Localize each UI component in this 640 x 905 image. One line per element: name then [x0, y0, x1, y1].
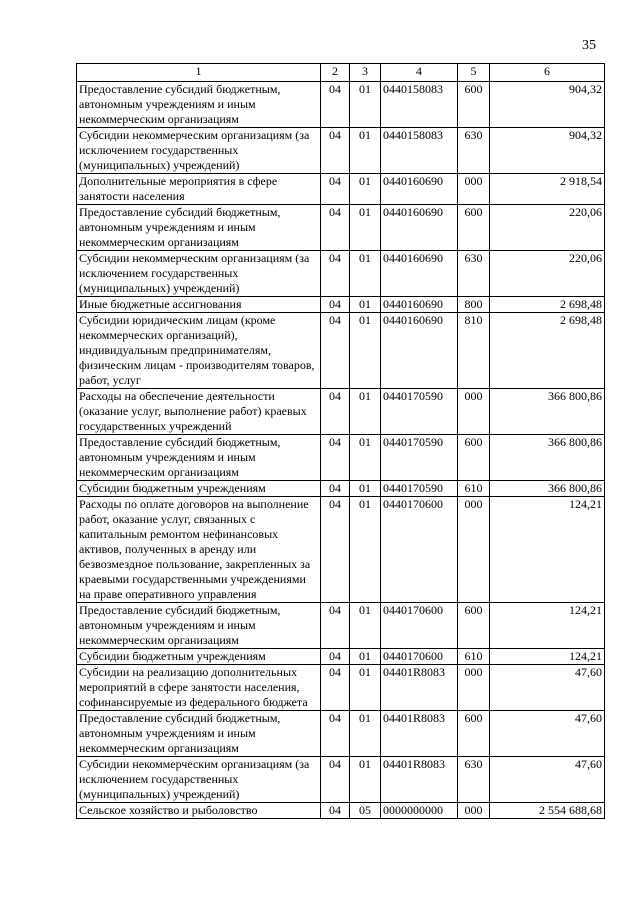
table-row: [77, 665, 605, 711]
cell-section: 04: [321, 603, 350, 649]
cell-amount: 220,06: [490, 251, 605, 297]
cell-section: 04: [321, 665, 350, 711]
cell-amount: 47,60: [490, 665, 605, 711]
cell-section: 04: [321, 649, 350, 665]
table-header-row: [77, 64, 605, 82]
table-row: [77, 174, 605, 205]
page-number: 35: [582, 38, 596, 53]
cell-name: Расходы по оплате договоров на выполнение работ, оказание услуг, связанных с капитальным ремонтом нефинансовых активов, полученных в аренду или безвозмездное пользование, закрепленных за краевыми государственными учреждениями на праве оперативного управления: [77, 497, 321, 603]
cell-target-code: 0440170590: [381, 389, 458, 435]
cell-amount: 220,06: [490, 205, 605, 251]
cell-amount: 2 698,48: [490, 297, 605, 313]
cell-target-code: 0440160690: [381, 297, 458, 313]
table-row: [77, 251, 605, 297]
column-header-1: 1: [77, 64, 321, 82]
cell-amount: 366 800,86: [490, 435, 605, 481]
table-row: [77, 435, 605, 481]
table-row: [77, 803, 605, 819]
table-row: [77, 128, 605, 174]
cell-subsection: 01: [350, 389, 381, 435]
cell-target-code: 0440170600: [381, 497, 458, 603]
cell-name: Субсидии на реализацию дополнительных мероприятий в сфере занятости населения, софинансируемые из федерального бюджета: [77, 665, 321, 711]
cell-name: Предоставление субсидий бюджетным, автономным учреждениям и иным некоммерческим организациям: [77, 205, 321, 251]
cell-amount: 366 800,86: [490, 481, 605, 497]
cell-name: Субсидии бюджетным учреждениям: [77, 481, 321, 497]
cell-name: Субсидии некоммерческим организациям (за исключением государственных (муниципальных) учреждений): [77, 757, 321, 803]
cell-amount: 124,21: [490, 497, 605, 603]
cell-name: Предоставление субсидий бюджетным, автономным учреждениям и иным некоммерческим организациям: [77, 82, 321, 128]
cell-expense-type: 600: [458, 711, 490, 757]
cell-expense-type: 630: [458, 757, 490, 803]
cell-expense-type: 000: [458, 174, 490, 205]
cell-amount: 124,21: [490, 649, 605, 665]
cell-target-code: 0440170600: [381, 649, 458, 665]
cell-name: Дополнительные мероприятия в сфере занятости населения: [77, 174, 321, 205]
cell-expense-type: 000: [458, 803, 490, 819]
cell-amount: 366 800,86: [490, 389, 605, 435]
cell-name: Субсидии юридическим лицам (кроме некоммерческих организаций), индивидуальным предпринимателям, физическим лицам - производителям товаров, работ, услуг: [77, 313, 321, 389]
cell-target-code: 0440158083: [381, 82, 458, 128]
cell-subsection: 01: [350, 497, 381, 603]
cell-name: Иные бюджетные ассигнования: [77, 297, 321, 313]
cell-amount: 904,32: [490, 128, 605, 174]
cell-section: 04: [321, 174, 350, 205]
cell-subsection: 01: [350, 757, 381, 803]
cell-expense-type: 610: [458, 649, 490, 665]
cell-amount: 2 554 688,68: [490, 803, 605, 819]
cell-section: 04: [321, 82, 350, 128]
cell-target-code: 04401R8083: [381, 757, 458, 803]
cell-subsection: 01: [350, 251, 381, 297]
cell-target-code: 0440160690: [381, 205, 458, 251]
column-header-2: 2: [321, 64, 350, 82]
cell-target-code: 0440160690: [381, 313, 458, 389]
cell-subsection: 01: [350, 603, 381, 649]
cell-target-code: 0440170600: [381, 603, 458, 649]
cell-target-code: 0440170590: [381, 435, 458, 481]
cell-name: Сельское хозяйство и рыболовство: [77, 803, 321, 819]
cell-expense-type: 800: [458, 297, 490, 313]
column-header-6: 6: [490, 64, 605, 82]
cell-target-code: 04401R8083: [381, 665, 458, 711]
cell-subsection: 01: [350, 435, 381, 481]
cell-subsection: 01: [350, 711, 381, 757]
cell-target-code: 0440170590: [381, 481, 458, 497]
table-row: [77, 603, 605, 649]
budget-table: [76, 63, 605, 819]
cell-target-code: 0000000000: [381, 803, 458, 819]
table-row: [77, 497, 605, 603]
cell-subsection: 01: [350, 174, 381, 205]
table-row: [77, 711, 605, 757]
cell-section: 04: [321, 128, 350, 174]
cell-section: 04: [321, 297, 350, 313]
column-header-3: 3: [350, 64, 381, 82]
table-row: [77, 389, 605, 435]
column-header-4: 4: [381, 64, 458, 82]
table-row: [77, 82, 605, 128]
column-header-5: 5: [458, 64, 490, 82]
table-row: [77, 481, 605, 497]
table-row: [77, 205, 605, 251]
cell-subsection: 01: [350, 481, 381, 497]
cell-name: Субсидии некоммерческим организациям (за исключением государственных (муниципальных) учреждений): [77, 128, 321, 174]
cell-amount: 124,21: [490, 603, 605, 649]
cell-section: 04: [321, 205, 350, 251]
cell-section: 04: [321, 803, 350, 819]
cell-amount: 47,60: [490, 711, 605, 757]
cell-subsection: 01: [350, 297, 381, 313]
cell-section: 04: [321, 757, 350, 803]
cell-name: Предоставление субсидий бюджетным, автономным учреждениям и иным некоммерческим организациям: [77, 711, 321, 757]
table-row: [77, 649, 605, 665]
table-row: [77, 297, 605, 313]
cell-subsection: 01: [350, 649, 381, 665]
cell-subsection: 05: [350, 803, 381, 819]
cell-target-code: 0440158083: [381, 128, 458, 174]
cell-name: Субсидии бюджетным учреждениям: [77, 649, 321, 665]
cell-name: Предоставление субсидий бюджетным, автономным учреждениям и иным некоммерческим организациям: [77, 435, 321, 481]
cell-subsection: 01: [350, 205, 381, 251]
cell-expense-type: 630: [458, 251, 490, 297]
cell-expense-type: 000: [458, 497, 490, 603]
cell-expense-type: 000: [458, 665, 490, 711]
table-row: [77, 757, 605, 803]
cell-name: Расходы на обеспечение деятельности (оказание услуг, выполнение работ) краевых государственных учреждений: [77, 389, 321, 435]
cell-expense-type: 000: [458, 389, 490, 435]
cell-section: 04: [321, 251, 350, 297]
cell-expense-type: 810: [458, 313, 490, 389]
cell-amount: 2 698,48: [490, 313, 605, 389]
cell-amount: 47,60: [490, 757, 605, 803]
cell-expense-type: 600: [458, 435, 490, 481]
cell-expense-type: 600: [458, 603, 490, 649]
cell-section: 04: [321, 497, 350, 603]
cell-expense-type: 600: [458, 205, 490, 251]
cell-subsection: 01: [350, 82, 381, 128]
cell-section: 04: [321, 435, 350, 481]
table-row: [77, 313, 605, 389]
cell-name: Предоставление субсидий бюджетным, автономным учреждениям и иным некоммерческим организациям: [77, 603, 321, 649]
cell-expense-type: 630: [458, 128, 490, 174]
cell-subsection: 01: [350, 128, 381, 174]
cell-target-code: 04401R8083: [381, 711, 458, 757]
cell-amount: 904,32: [490, 82, 605, 128]
cell-subsection: 01: [350, 313, 381, 389]
cell-expense-type: 600: [458, 82, 490, 128]
cell-section: 04: [321, 481, 350, 497]
cell-section: 04: [321, 313, 350, 389]
cell-subsection: 01: [350, 665, 381, 711]
cell-amount: 2 918,54: [490, 174, 605, 205]
cell-target-code: 0440160690: [381, 174, 458, 205]
cell-target-code: 0440160690: [381, 251, 458, 297]
cell-name: Субсидии некоммерческим организациям (за исключением государственных (муниципальных) учреждений): [77, 251, 321, 297]
cell-section: 04: [321, 389, 350, 435]
cell-section: 04: [321, 711, 350, 757]
cell-expense-type: 610: [458, 481, 490, 497]
